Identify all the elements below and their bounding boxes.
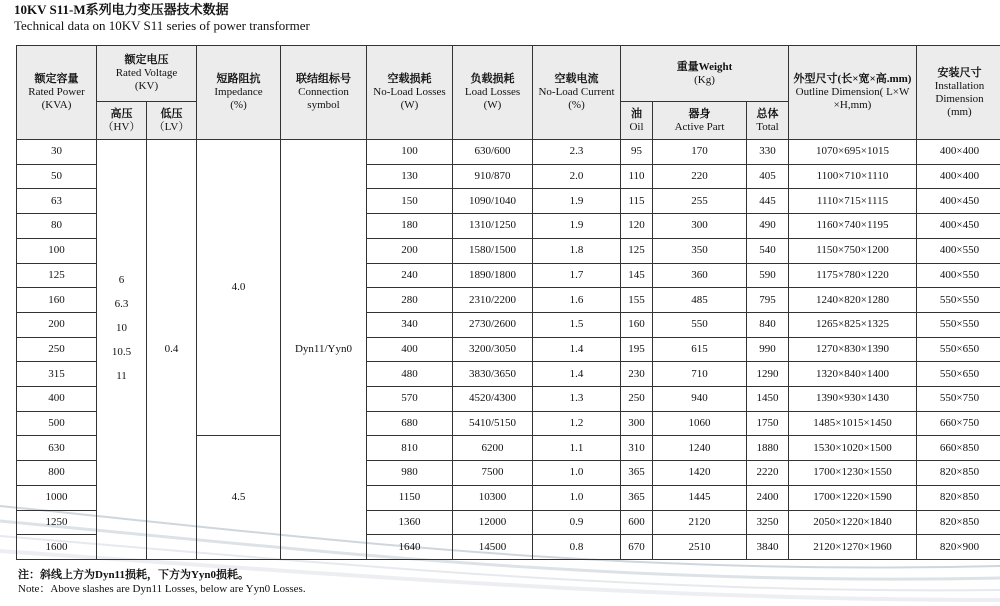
cell-oil: 145 xyxy=(621,263,653,288)
cell-rated-power: 63 xyxy=(17,189,97,214)
cell-total: 590 xyxy=(747,263,789,288)
table-body xyxy=(17,140,1000,560)
cell-outline-dimension: 1160×740×1195 xyxy=(789,214,917,239)
cell-no-load-current: 1.4 xyxy=(533,337,621,362)
cell-no-load-current: 1.8 xyxy=(533,238,621,263)
header-oil: 油 Oil xyxy=(621,102,653,140)
header-rated-voltage: 额定电压 Rated Voltage (KV) xyxy=(97,46,197,102)
hv-value: 6 xyxy=(118,274,125,286)
cell-total: 330 xyxy=(747,140,789,165)
cell-active-part: 2120 xyxy=(653,510,747,535)
cell-no-load-losses: 570 xyxy=(367,387,453,412)
cell-outline-dimension: 1700×1220×1590 xyxy=(789,485,917,510)
cell-active-part: 710 xyxy=(653,362,747,387)
header-connection: 联结组标号 Connection symbol xyxy=(281,46,367,140)
cell-installation-dimension: 820×900 xyxy=(917,535,1000,560)
cell-rated-power: 400 xyxy=(17,387,97,412)
cell-oil: 155 xyxy=(621,288,653,313)
cell-installation-dimension: 820×850 xyxy=(917,510,1000,535)
cell-oil: 110 xyxy=(621,164,653,189)
cell-no-load-losses: 150 xyxy=(367,189,453,214)
cell-rated-power: 500 xyxy=(17,411,97,436)
cell-installation-dimension: 400×450 xyxy=(917,214,1000,239)
cell-load-losses: 14500 xyxy=(453,535,533,560)
cell-no-load-losses: 280 xyxy=(367,288,453,313)
cell-total: 990 xyxy=(747,337,789,362)
title-zh: 10KV S11-M系列电力变压器技术数据 xyxy=(14,2,229,17)
cell-load-losses: 6200 xyxy=(453,436,533,461)
cell-outline-dimension: 1110×715×1115 xyxy=(789,189,917,214)
cell-outline-dimension: 1270×830×1390 xyxy=(789,337,917,362)
cell-oil: 160 xyxy=(621,312,653,337)
table-row xyxy=(17,140,1000,165)
cell-no-load-current: 2.0 xyxy=(533,164,621,189)
cell-rated-power: 200 xyxy=(17,312,97,337)
cell-oil: 95 xyxy=(621,140,653,165)
cell-load-losses: 1580/1500 xyxy=(453,238,533,263)
cell-active-part: 1445 xyxy=(653,485,747,510)
cell-no-load-losses: 1360 xyxy=(367,510,453,535)
header-no-load-current: 空载电流 No-Load Current (%) xyxy=(533,46,621,140)
cell-oil: 310 xyxy=(621,436,653,461)
cell-load-losses: 2310/2200 xyxy=(453,288,533,313)
cell-oil: 300 xyxy=(621,411,653,436)
cell-outline-dimension: 1320×840×1400 xyxy=(789,362,917,387)
cell-no-load-current: 1.2 xyxy=(533,411,621,436)
cell-no-load-losses: 1150 xyxy=(367,485,453,510)
cell-no-load-losses: 240 xyxy=(367,263,453,288)
title-en: Technical data on 10KV S11 series of power transformer xyxy=(14,18,310,33)
cell-no-load-losses: 1640 xyxy=(367,535,453,560)
cell-outline-dimension: 1485×1015×1450 xyxy=(789,411,917,436)
cell-load-losses: 630/600 xyxy=(453,140,533,165)
cell-active-part: 940 xyxy=(653,387,747,412)
cell-active-part: 1060 xyxy=(653,411,747,436)
cell-rated-power: 800 xyxy=(17,461,97,486)
cell-no-load-current: 1.1 xyxy=(533,436,621,461)
hv-value: 11 xyxy=(116,370,127,382)
cell-load-losses: 1310/1250 xyxy=(453,214,533,239)
cell-total: 3840 xyxy=(747,535,789,560)
document-title xyxy=(14,2,310,34)
cell-oil: 120 xyxy=(621,214,653,239)
cell-total: 840 xyxy=(747,312,789,337)
cell-no-load-losses: 400 xyxy=(367,337,453,362)
cell-no-load-losses: 810 xyxy=(367,436,453,461)
cell-active-part: 1240 xyxy=(653,436,747,461)
cell-installation-dimension: 400×400 xyxy=(917,164,1000,189)
cell-load-losses: 3200/3050 xyxy=(453,337,533,362)
cell-load-losses: 5410/5150 xyxy=(453,411,533,436)
cell-oil: 125 xyxy=(621,238,653,263)
cell-active-part: 360 xyxy=(653,263,747,288)
cell-rated-power: 250 xyxy=(17,337,97,362)
cell-total: 2400 xyxy=(747,485,789,510)
cell-oil: 670 xyxy=(621,535,653,560)
cell-impedance: 4.5 xyxy=(197,436,281,560)
cell-total: 795 xyxy=(747,288,789,313)
cell-oil: 115 xyxy=(621,189,653,214)
cell-no-load-current: 1.7 xyxy=(533,263,621,288)
cell-no-load-losses: 480 xyxy=(367,362,453,387)
cell-installation-dimension: 550×550 xyxy=(917,312,1000,337)
cell-rated-power: 630 xyxy=(17,436,97,461)
footnote-en: Note：Above slashes are Dyn11 Losses, below are Yyn0 Losses. xyxy=(18,583,306,595)
cell-total: 1880 xyxy=(747,436,789,461)
cell-outline-dimension: 1265×825×1325 xyxy=(789,312,917,337)
cell-rated-power: 30 xyxy=(17,140,97,165)
cell-total: 490 xyxy=(747,214,789,239)
cell-load-losses: 1890/1800 xyxy=(453,263,533,288)
footnote xyxy=(18,568,306,596)
cell-outline-dimension: 1175×780×1220 xyxy=(789,263,917,288)
cell-no-load-losses: 340 xyxy=(367,312,453,337)
cell-outline-dimension: 2120×1270×1960 xyxy=(789,535,917,560)
cell-installation-dimension: 550×750 xyxy=(917,387,1000,412)
cell-no-load-current: 1.9 xyxy=(533,214,621,239)
cell-installation-dimension: 400×550 xyxy=(917,263,1000,288)
cell-outline-dimension: 1390×930×1430 xyxy=(789,387,917,412)
cell-active-part: 170 xyxy=(653,140,747,165)
cell-load-losses: 1090/1040 xyxy=(453,189,533,214)
cell-installation-dimension: 550×650 xyxy=(917,362,1000,387)
cell-rated-power: 1250 xyxy=(17,510,97,535)
cell-no-load-losses: 180 xyxy=(367,214,453,239)
cell-outline-dimension: 1700×1230×1550 xyxy=(789,461,917,486)
header-impedance: 短路阻抗 Impedance (%) xyxy=(197,46,281,140)
cell-outline-dimension: 1070×695×1015 xyxy=(789,140,917,165)
cell-no-load-losses: 100 xyxy=(367,140,453,165)
cell-rated-power: 1000 xyxy=(17,485,97,510)
cell-installation-dimension: 820×850 xyxy=(917,485,1000,510)
cell-total: 405 xyxy=(747,164,789,189)
cell-active-part: 485 xyxy=(653,288,747,313)
header-installation-dimension: 安装尺寸 Installation Dimension (mm) xyxy=(917,46,1000,140)
header-no-load-losses: 空载损耗 No-Load Losses (W) xyxy=(367,46,453,140)
cell-installation-dimension: 400×550 xyxy=(917,238,1000,263)
cell-impedance: 4.0 xyxy=(197,140,281,436)
cell-oil: 365 xyxy=(621,485,653,510)
cell-outline-dimension: 1240×820×1280 xyxy=(789,288,917,313)
hv-value: 6.3 xyxy=(114,298,129,310)
cell-installation-dimension: 400×450 xyxy=(917,189,1000,214)
cell-active-part: 350 xyxy=(653,238,747,263)
cell-no-load-current: 0.9 xyxy=(533,510,621,535)
cell-total: 445 xyxy=(747,189,789,214)
cell-total: 1450 xyxy=(747,387,789,412)
cell-installation-dimension: 820×850 xyxy=(917,461,1000,486)
cell-no-load-current: 1.5 xyxy=(533,312,621,337)
header-hv: 高压 （HV） xyxy=(97,102,147,140)
header-load-losses: 负载损耗 Load Losses (W) xyxy=(453,46,533,140)
cell-no-load-losses: 680 xyxy=(367,411,453,436)
cell-total: 1290 xyxy=(747,362,789,387)
cell-active-part: 255 xyxy=(653,189,747,214)
cell-total: 3250 xyxy=(747,510,789,535)
cell-active-part: 550 xyxy=(653,312,747,337)
technical-data-table xyxy=(16,45,1000,560)
header-weight: 重量Weight (Kg) xyxy=(621,46,789,102)
cell-oil: 230 xyxy=(621,362,653,387)
cell-load-losses: 12000 xyxy=(453,510,533,535)
cell-outline-dimension: 1530×1020×1500 xyxy=(789,436,917,461)
cell-no-load-current: 1.9 xyxy=(533,189,621,214)
cell-installation-dimension: 550×650 xyxy=(917,337,1000,362)
cell-rated-power: 50 xyxy=(17,164,97,189)
cell-rated-power: 80 xyxy=(17,214,97,239)
cell-outline-dimension: 1100×710×1110 xyxy=(789,164,917,189)
cell-load-losses: 3830/3650 xyxy=(453,362,533,387)
cell-oil: 195 xyxy=(621,337,653,362)
header-total: 总体 Total xyxy=(747,102,789,140)
footnote-zh: 注：斜线上方为Dyn11损耗，下方为Yyn0损耗。 xyxy=(18,569,250,581)
cell-total: 2220 xyxy=(747,461,789,486)
cell-active-part: 220 xyxy=(653,164,747,189)
cell-total: 540 xyxy=(747,238,789,263)
header-rated-power: 额定容量 Rated Power (KVA) xyxy=(17,46,97,140)
cell-installation-dimension: 660×850 xyxy=(917,436,1000,461)
header-lv: 低压 （LV） xyxy=(147,102,197,140)
cell-active-part: 1420 xyxy=(653,461,747,486)
cell-load-losses: 7500 xyxy=(453,461,533,486)
cell-no-load-current: 1.3 xyxy=(533,387,621,412)
cell-connection: Dyn11/Yyn0 xyxy=(281,140,367,560)
cell-load-losses: 910/870 xyxy=(453,164,533,189)
header-active-part: 器身 Active Part xyxy=(653,102,747,140)
cell-no-load-current: 1.4 xyxy=(533,362,621,387)
hv-value: 10.5 xyxy=(111,346,132,358)
cell-load-losses: 10300 xyxy=(453,485,533,510)
cell-no-load-current: 1.0 xyxy=(533,461,621,486)
cell-hv-voltage xyxy=(97,140,147,560)
cell-oil: 250 xyxy=(621,387,653,412)
cell-no-load-current: 1.0 xyxy=(533,485,621,510)
cell-no-load-losses: 980 xyxy=(367,461,453,486)
cell-lv-voltage: 0.4 xyxy=(147,140,197,560)
cell-installation-dimension: 550×550 xyxy=(917,288,1000,313)
cell-outline-dimension: 1150×750×1200 xyxy=(789,238,917,263)
cell-no-load-losses: 200 xyxy=(367,238,453,263)
cell-oil: 600 xyxy=(621,510,653,535)
cell-load-losses: 4520/4300 xyxy=(453,387,533,412)
cell-load-losses: 2730/2600 xyxy=(453,312,533,337)
cell-rated-power: 100 xyxy=(17,238,97,263)
cell-total: 1750 xyxy=(747,411,789,436)
cell-no-load-current: 2.3 xyxy=(533,140,621,165)
cell-no-load-current: 1.6 xyxy=(533,288,621,313)
cell-outline-dimension: 2050×1220×1840 xyxy=(789,510,917,535)
hv-value: 10 xyxy=(116,322,127,334)
cell-installation-dimension: 660×750 xyxy=(917,411,1000,436)
cell-active-part: 300 xyxy=(653,214,747,239)
cell-no-load-losses: 130 xyxy=(367,164,453,189)
header-outline-dimension: 外型尺寸(长×宽×高.mm) Outline Dimension( L×W ×H,mm) xyxy=(789,46,917,140)
cell-rated-power: 125 xyxy=(17,263,97,288)
cell-active-part: 2510 xyxy=(653,535,747,560)
cell-rated-power: 160 xyxy=(17,288,97,313)
cell-installation-dimension: 400×400 xyxy=(917,140,1000,165)
cell-rated-power: 315 xyxy=(17,362,97,387)
cell-rated-power: 1600 xyxy=(17,535,97,560)
cell-no-load-current: 0.8 xyxy=(533,535,621,560)
cell-active-part: 615 xyxy=(653,337,747,362)
cell-oil: 365 xyxy=(621,461,653,486)
